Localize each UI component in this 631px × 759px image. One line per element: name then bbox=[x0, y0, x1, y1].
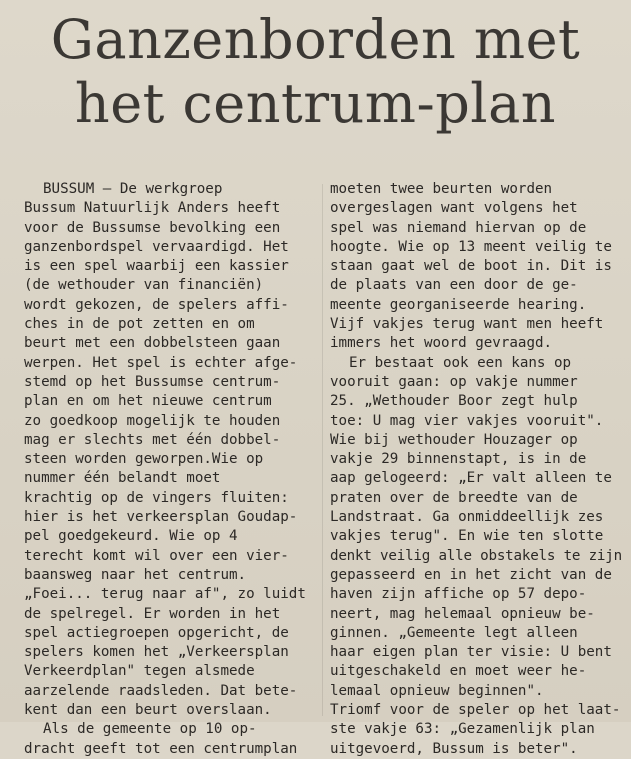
right-column-line: hoogte. Wie op 13 meent veilig te bbox=[330, 238, 612, 255]
left-column-line: ches in de pot zetten en om bbox=[24, 316, 255, 333]
left-column-line: plan en om het nieuwe centrum bbox=[24, 393, 272, 410]
left-column-line: voor de Bussumse bevolking een bbox=[24, 219, 281, 236]
left-column-line: zo goedkoop mogelijk te houden bbox=[24, 412, 281, 429]
right-column-line: uitgeschakeld en moet weer he- bbox=[330, 663, 587, 680]
right-column-line: Landstraat. Ga onmiddeellijk zes bbox=[330, 509, 604, 526]
left-column-line: nummer één belandt moet bbox=[24, 470, 221, 487]
left-column-line: hier is het verkeersplan Goudap- bbox=[24, 509, 298, 526]
headline-line-1: Ganzenborden met bbox=[50, 8, 581, 71]
left-column-line: mag er slechts met één dobbel- bbox=[24, 431, 281, 448]
right-column-line: vakje 29 binnenstapt, is in de bbox=[330, 451, 587, 468]
left-column-line: spelers komen het „Verkeersplan bbox=[24, 644, 289, 661]
right-column-line: praten over de breedte van de bbox=[330, 489, 578, 506]
left-column-line: werpen. Het spel is echter afge- bbox=[24, 354, 298, 371]
left-column-line: stemd op het Bussumse centrum- bbox=[24, 373, 281, 390]
left-column-line: ganzenbordspel vervaardigd. Het bbox=[24, 238, 289, 255]
left-column-line: spel actiegroepen opgericht, de bbox=[24, 624, 289, 641]
left-column-line: „Foei... terug naar af", zo luidt bbox=[24, 586, 306, 603]
article-column-left bbox=[24, 180, 316, 759]
right-column-line: Er bestaat ook een kans op bbox=[349, 354, 572, 371]
headline-line-2: het centrum-plan bbox=[74, 72, 557, 135]
left-column-line: dracht geeft tot een centrumplan bbox=[24, 740, 298, 757]
right-column-line: Wie bij wethouder Houzager op bbox=[330, 431, 578, 448]
right-column-line: immers het woord gevraagd. bbox=[330, 335, 553, 352]
left-column-line: Als de gemeente op 10 op- bbox=[43, 721, 257, 738]
right-column-line: aap gelogeerd: „Er valt alleen te bbox=[330, 470, 612, 487]
right-column-line: staan gaat wel de boot in. Dit is bbox=[330, 258, 612, 275]
left-column-line: (de wethouder van financiën) bbox=[24, 277, 264, 294]
left-column-line: kent dan een beurt overslaan. bbox=[24, 702, 272, 719]
left-column-line: terecht komt wil over een vier- bbox=[24, 547, 289, 564]
article-headline bbox=[0, 8, 631, 136]
left-column-line: beurt met een dobbelsteen gaan bbox=[24, 335, 281, 352]
right-column-line: toe: U mag vier vakjes vooruit". bbox=[330, 412, 604, 429]
right-column-line: Triomf voor de speler op het laat- bbox=[330, 702, 621, 719]
left-column-line: krachtig op de vingers fluiten: bbox=[24, 489, 289, 506]
right-column-line: haven zijn affiche op 57 depo- bbox=[330, 586, 587, 603]
left-column-line: Bussum Natuurlijk Anders heeft bbox=[24, 200, 281, 217]
right-column-line: gepasseerd en in het zicht van de bbox=[330, 566, 612, 583]
right-column-line: de plaats van een door de ge- bbox=[330, 277, 578, 294]
right-column-line: 25. „Wethouder Boor zegt hulp bbox=[330, 393, 578, 410]
left-column-line: aarzelende raadsleden. Dat bete- bbox=[24, 682, 298, 699]
column-divider bbox=[322, 184, 323, 716]
right-column-line: ginnen. „Gemeente legt alleen bbox=[330, 624, 578, 641]
right-column-line: overgeslagen want volgens het bbox=[330, 200, 578, 217]
left-column-line: wordt gekozen, de spelers affi- bbox=[24, 296, 289, 313]
right-column-line: vooruit gaan: op vakje nummer bbox=[330, 373, 578, 390]
right-column-line: ste vakje 63: „Gezamenlijk plan bbox=[330, 721, 595, 738]
article-column-right bbox=[330, 180, 622, 759]
left-column-line: de spelregel. Er worden in het bbox=[24, 605, 281, 622]
right-column-line: moeten twee beurten worden bbox=[330, 181, 553, 197]
right-column-line: vakjes terug". En wie ten slotte bbox=[330, 528, 604, 545]
right-column-line: spel was niemand hiervan op de bbox=[330, 219, 587, 236]
left-column-line: Verkeerdplan" tegen alsmede bbox=[24, 663, 255, 680]
right-column-line: haar eigen plan ter visie: U bent bbox=[330, 644, 612, 661]
right-column-line: meente georganiseerde hearing. bbox=[330, 296, 587, 313]
left-column-line: pel goedgekeurd. Wie op 4 bbox=[24, 528, 238, 545]
right-column-line: uitgevoerd, Bussum is beter". bbox=[330, 740, 578, 757]
left-column-line: baansweg naar het centrum. bbox=[24, 566, 247, 583]
left-column-line: BUSSUM — De werkgroep bbox=[43, 181, 223, 197]
right-column-line: lemaal opnieuw beginnen". bbox=[330, 682, 544, 699]
right-column-line: Vijf vakjes terug want men heeft bbox=[330, 316, 604, 333]
left-column-line: steen worden geworpen.Wie op bbox=[24, 451, 264, 468]
right-column-line: neert, mag helemaal opnieuw be- bbox=[330, 605, 595, 622]
left-column-line: is een spel waarbij een kassier bbox=[24, 258, 289, 275]
right-column-line: denkt veilig alle obstakels te zijn bbox=[330, 547, 622, 564]
